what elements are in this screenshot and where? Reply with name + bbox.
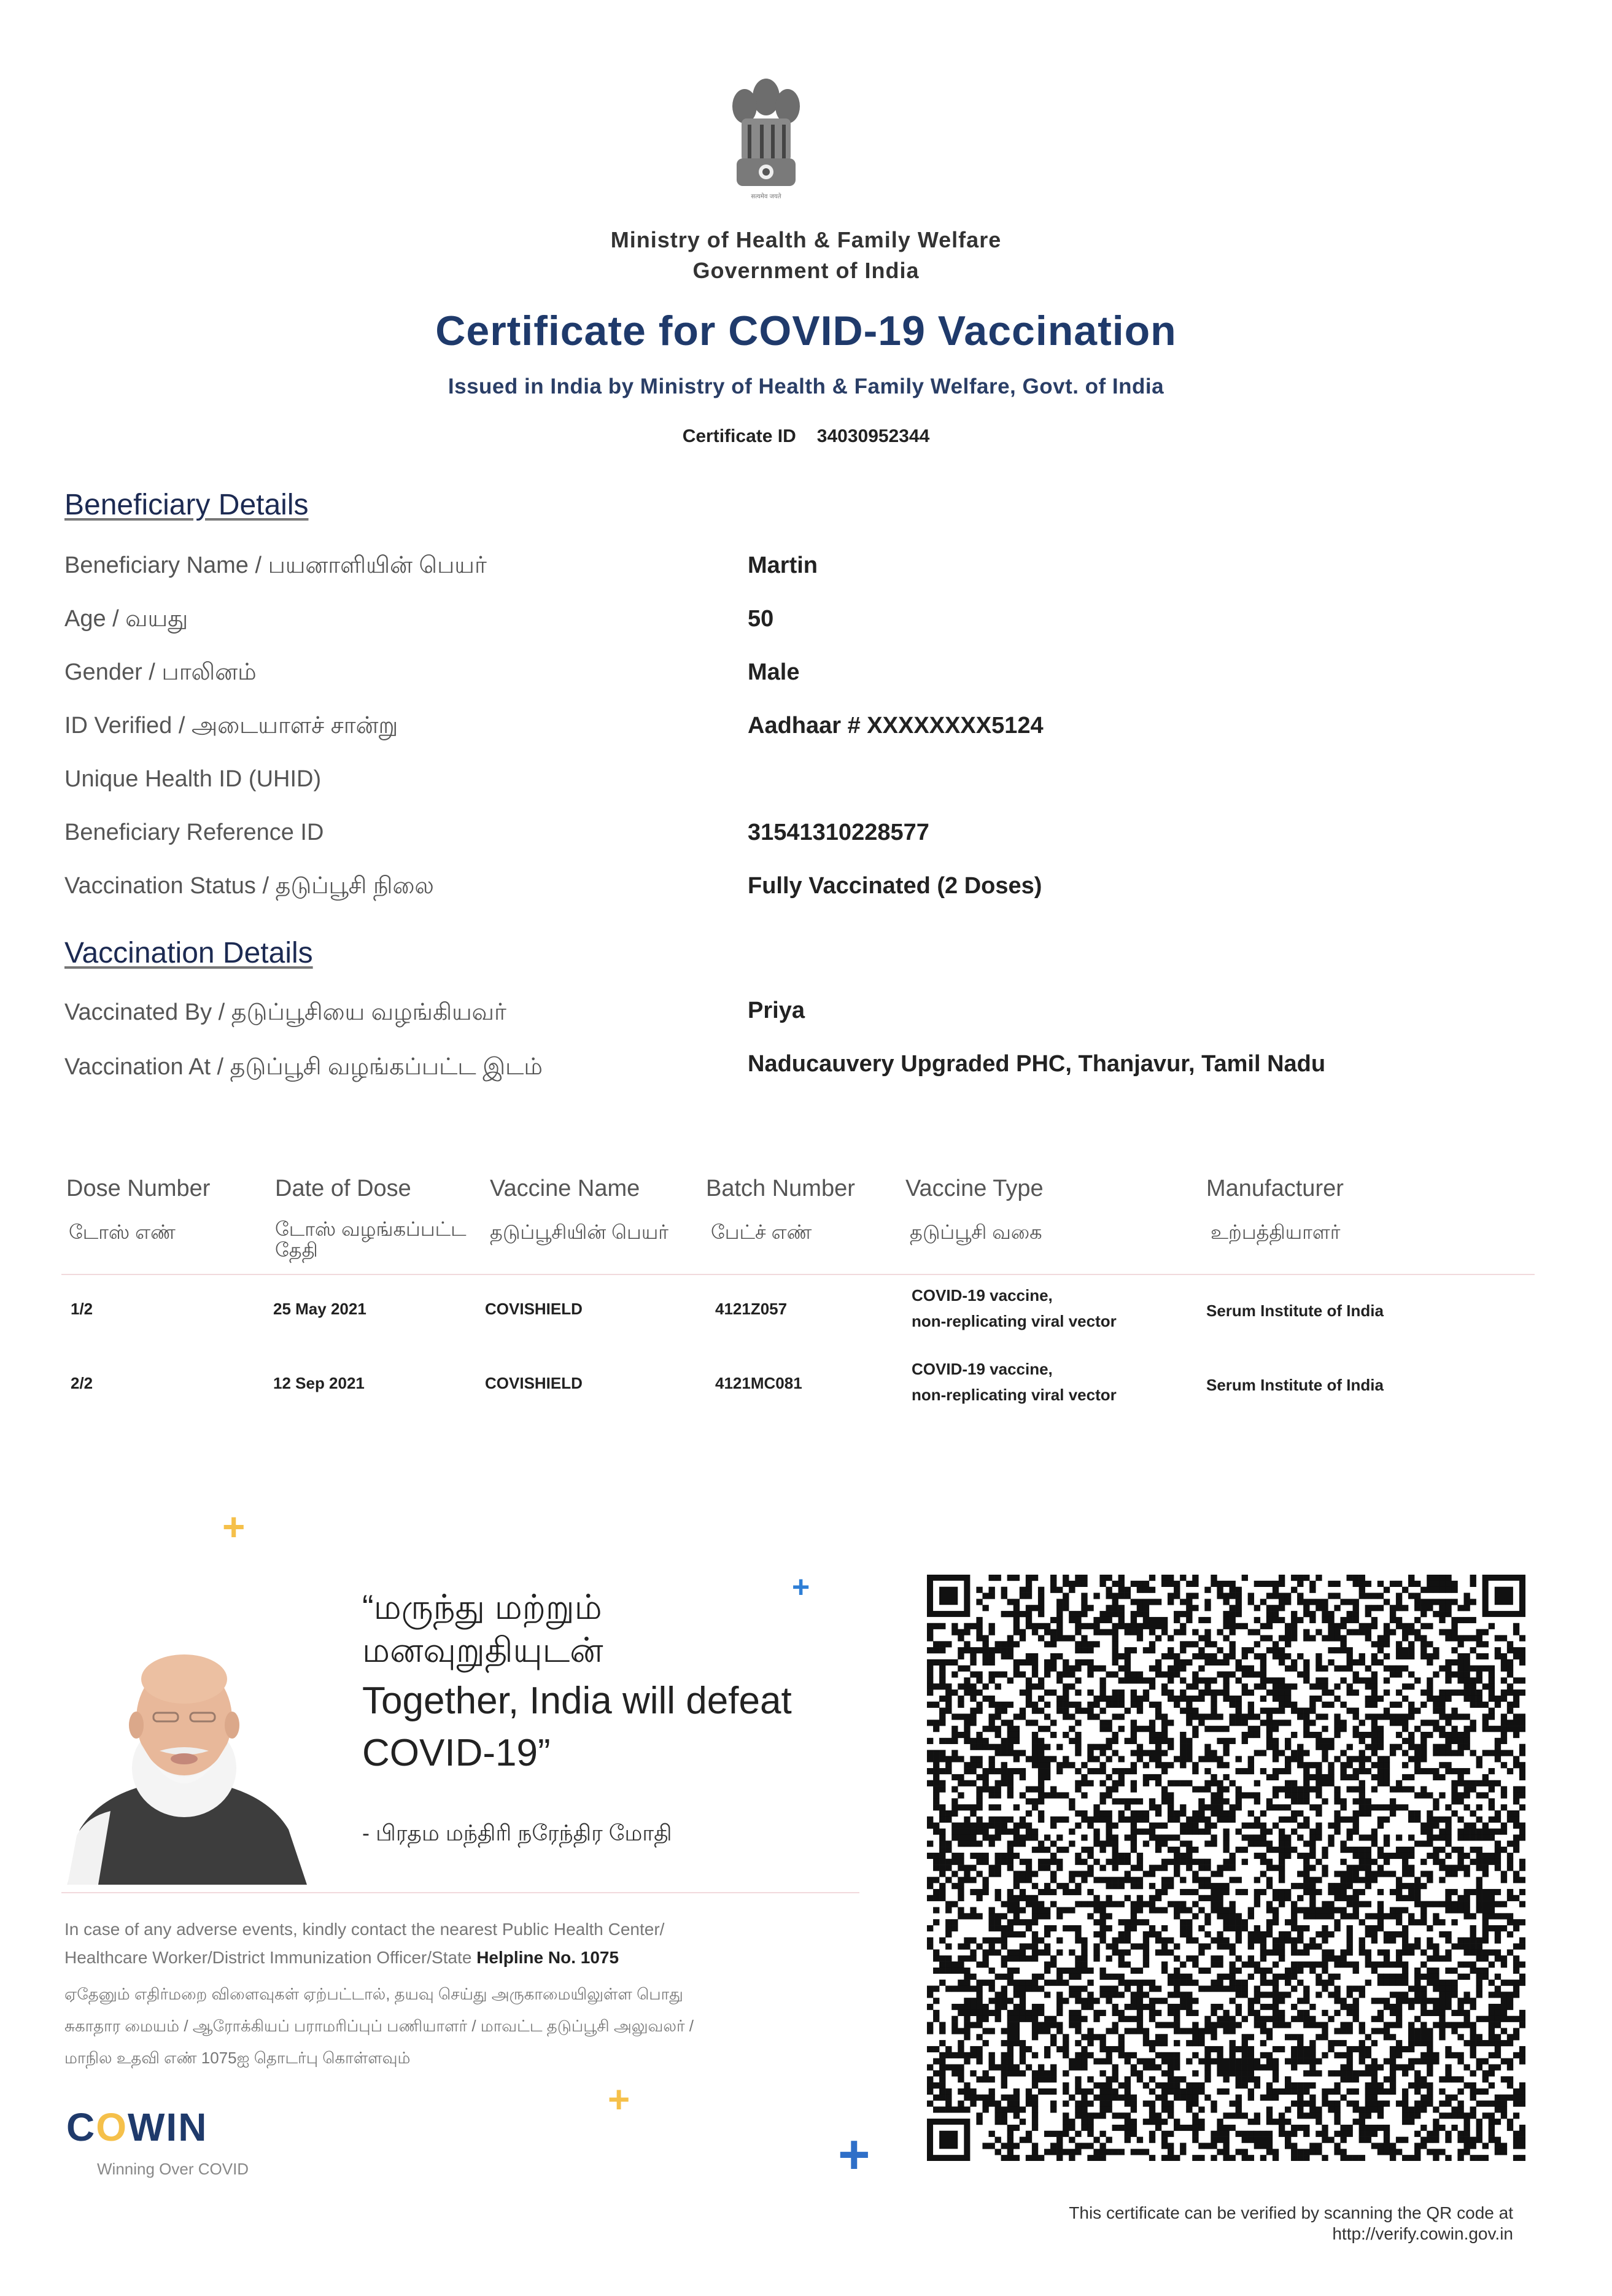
vaccine-name-cell: COVISHIELD bbox=[485, 1374, 583, 1392]
qr-code-icon bbox=[927, 1575, 1525, 2161]
issued-by: Issued in India by Ministry of Health & Family Welfare, Govt. of India bbox=[448, 374, 1164, 398]
vaccine-type-cell-line1: COVID-19 vaccine, bbox=[912, 1360, 1053, 1378]
plus-decor-icon: + bbox=[792, 1570, 810, 1604]
vaccination-at-value: Naducauvery Upgraded PHC, Thanjavur, Tamil Nadu bbox=[748, 1051, 1326, 1077]
notice-ta-line1: ஏதேனும் எதிர்மறை விளைவுகள் ஏற்பட்டால், தயவு செய்து அருகாமையிலுள்ள பொது bbox=[64, 1985, 683, 2003]
vaccinated-by-label: Vaccinated By / தடுப்பூசியை வழங்கியவர் bbox=[64, 999, 506, 1025]
vaccination-details-heading: Vaccination Details bbox=[64, 937, 313, 969]
dose-number-cell: 2/2 bbox=[71, 1374, 93, 1392]
adverse-events-notice bbox=[64, 1915, 862, 1972]
plus-decor-icon: + bbox=[222, 1505, 246, 1549]
col-header-manufacturer-ta: உற்பத்தியாளர் bbox=[1211, 1221, 1341, 1243]
manufacturer-cell: Serum Institute of India bbox=[1206, 1376, 1384, 1394]
certificate-id-value: 34030952344 bbox=[816, 426, 930, 446]
col-header-date-of-dose: Date of Dose bbox=[275, 1176, 411, 1201]
quote-attribution: - பிரதம மந்திரி நரேந்திர மோதி bbox=[362, 1820, 672, 1845]
table-header-divider bbox=[61, 1274, 1535, 1275]
col-header-dose-number-ta: டோஸ் எண் bbox=[69, 1221, 176, 1243]
prime-minister-portrait bbox=[61, 1645, 307, 1885]
lion-capital-icon bbox=[723, 72, 809, 201]
helpline-number: Helpline No. 1075 bbox=[476, 1948, 619, 1967]
col-header-batch-number-ta: பேட்ச் எண் bbox=[711, 1221, 812, 1243]
cowin-sun-icon: O bbox=[96, 2105, 128, 2149]
quote-tamil-line1: “மருந்து மற்றும் bbox=[362, 1588, 602, 1626]
plus-decor-icon: + bbox=[608, 2079, 630, 2121]
beneficiary-name-value: Martin bbox=[748, 553, 818, 578]
quote-divider bbox=[61, 1892, 859, 1893]
batch-number-cell: 4121Z057 bbox=[715, 1300, 788, 1318]
verification-url[interactable]: http://verify.cowin.gov.in bbox=[1332, 2224, 1513, 2243]
verification-note bbox=[859, 2203, 1513, 2244]
quote-tamil-line2: மனவுறுதியுடன் bbox=[362, 1631, 603, 1669]
plus-decor-icon: + bbox=[838, 2124, 870, 2185]
vaccine-name-cell: COVISHIELD bbox=[485, 1300, 583, 1318]
vaccine-type-cell-line2: non-replicating viral vector bbox=[912, 1312, 1117, 1330]
cowin-tagline: Winning Over COVID bbox=[97, 2160, 249, 2178]
manufacturer-cell: Serum Institute of India bbox=[1206, 1301, 1384, 1320]
beneficiary-name-label: Beneficiary Name / பயனாளியின் பெயர் bbox=[64, 553, 487, 578]
vaccinated-by-value: Priya bbox=[748, 998, 805, 1023]
col-header-date-of-dose-ta: டோஸ் வழங்கப்பட்ட தேதி bbox=[275, 1218, 467, 1261]
notice-ta-line2: சுகாதார மையம் / ஆரோக்கியப் பராமரிப்புப் பணியாளர் / மாவட்ட தடுப்பூசி அலுவலர் / bbox=[64, 2017, 694, 2035]
verification-qr-code bbox=[927, 1575, 1525, 2161]
beneficiary-reference-id-label: Beneficiary Reference ID bbox=[64, 820, 324, 845]
notice-en-line2: Healthcare Worker/District Immunization Officer/State bbox=[64, 1948, 472, 1967]
vaccine-type-cell-line1: COVID-19 vaccine, bbox=[912, 1286, 1053, 1305]
svg-text:सत्यमेव जयते: सत्यमेव जयते bbox=[751, 193, 781, 200]
notice-ta-line3: மாநில உதவி எண் 1075ஐ தொடர்பு கொள்ளவும் bbox=[64, 2049, 411, 2067]
age-label: Age / வயது bbox=[64, 606, 188, 632]
beneficiary-reference-id-value: 31541310228577 bbox=[748, 820, 929, 845]
portrait-illustration-icon bbox=[61, 1645, 307, 1885]
vaccination-status-label: Vaccination Status / தடுப்பூசி நிலை bbox=[64, 873, 434, 899]
cowin-logo: COWIN bbox=[66, 2105, 208, 2149]
batch-number-cell: 4121MC081 bbox=[715, 1374, 802, 1392]
adverse-events-notice-tamil bbox=[64, 1978, 893, 2074]
vaccination-at-label: Vaccination At / தடுப்பூசி வழங்கப்பட்ட இடம் bbox=[64, 1054, 543, 1080]
ministry-name: Ministry of Health & Family Welfare bbox=[610, 227, 1002, 252]
notice-en-line1: In case of any adverse events, kindly contact the nearest Public Health Center/ bbox=[64, 1920, 665, 1939]
government-name: Government of India bbox=[692, 258, 920, 283]
verification-line1: This certificate can be verified by scanning the QR code at bbox=[1069, 2203, 1513, 2222]
national-emblem bbox=[723, 72, 809, 201]
col-header-batch-number: Batch Number bbox=[706, 1176, 855, 1201]
beneficiary-details-heading: Beneficiary Details bbox=[64, 489, 309, 521]
col-header-vaccine-name-ta: தடுப்பூசியின் பெயர் bbox=[490, 1221, 668, 1243]
age-value: 50 bbox=[748, 606, 774, 632]
col-header-manufacturer: Manufacturer bbox=[1206, 1176, 1344, 1201]
dose-date-cell: 12 Sep 2021 bbox=[273, 1374, 365, 1392]
certificate-id-label: Certificate ID bbox=[682, 426, 796, 446]
quote-english-line1: Together, India will defeat bbox=[362, 1680, 792, 1722]
dose-number-cell: 1/2 bbox=[71, 1300, 93, 1318]
col-header-vaccine-name: Vaccine Name bbox=[490, 1176, 640, 1201]
gender-value: Male bbox=[748, 659, 800, 685]
page-title: Certificate for COVID-19 Vaccination bbox=[435, 308, 1177, 354]
vaccination-status-value: Fully Vaccinated (2 Doses) bbox=[748, 873, 1042, 899]
uhid-label: Unique Health ID (UHID) bbox=[64, 766, 322, 792]
gender-label: Gender / பாலினம் bbox=[64, 659, 257, 685]
col-header-vaccine-type: Vaccine Type bbox=[905, 1176, 1044, 1201]
certificate-id bbox=[0, 426, 1612, 447]
vaccine-type-cell-line2: non-replicating viral vector bbox=[912, 1386, 1117, 1404]
col-header-dose-number: Dose Number bbox=[66, 1176, 211, 1201]
dose-date-cell: 25 May 2021 bbox=[273, 1300, 366, 1318]
id-verified-label: ID Verified / அடையாளச் சான்று bbox=[64, 713, 398, 739]
quote-english-line2: COVID-19” bbox=[362, 1732, 551, 1774]
col-header-vaccine-type-ta: தடுப்பூசி வகை bbox=[910, 1221, 1042, 1243]
id-verified-value: Aadhaar # XXXXXXXX5124 bbox=[748, 713, 1044, 739]
